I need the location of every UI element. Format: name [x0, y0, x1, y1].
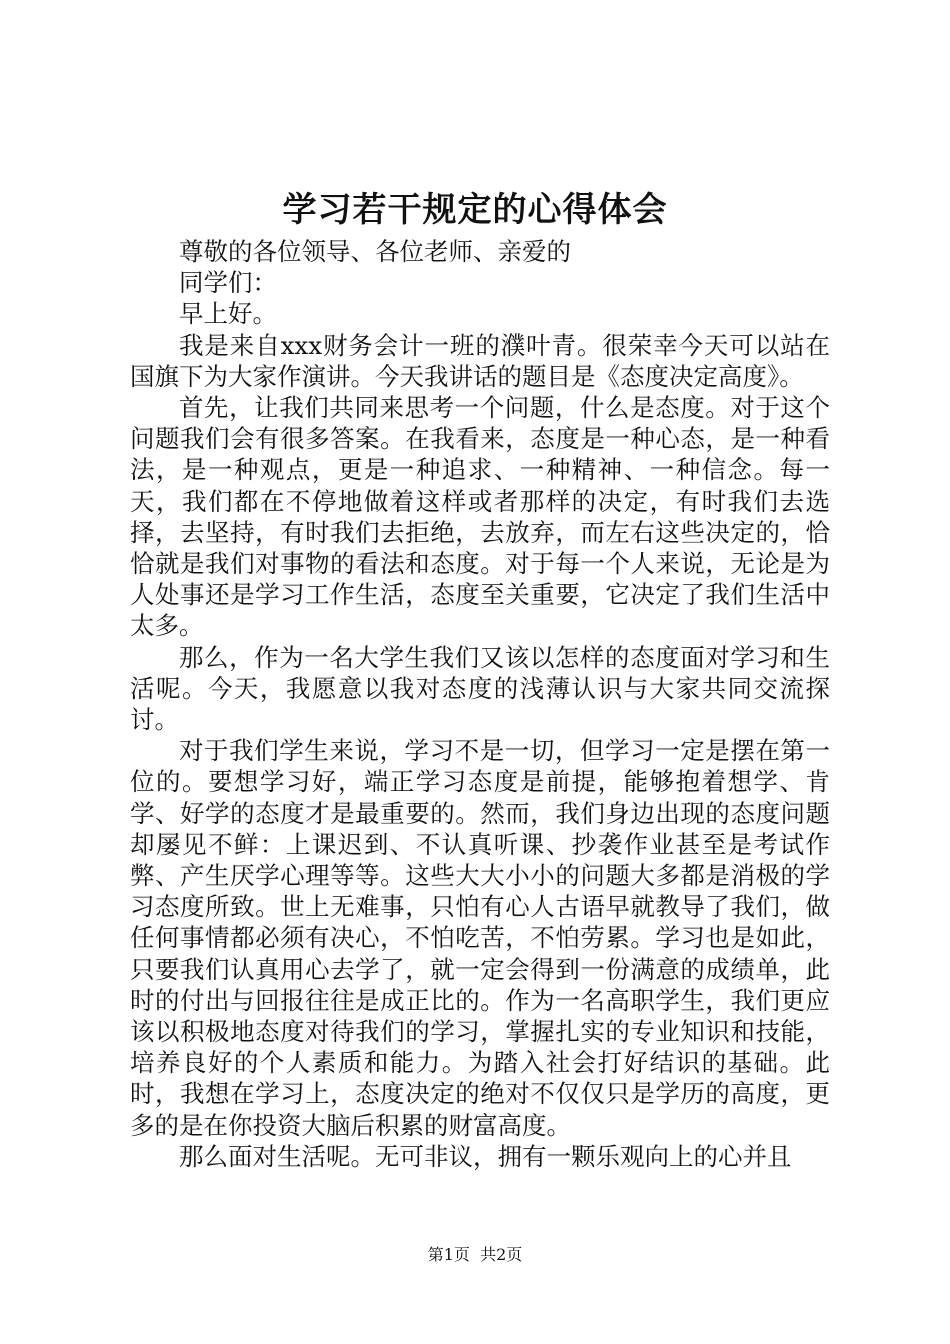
- document-title: 学习若干规定的心得体会: [282, 190, 668, 230]
- salutation-line: 同学们：: [179, 268, 277, 298]
- page-total: 共2页: [480, 1245, 523, 1264]
- body-paragraph: 我是来自xxx财务会计一班的濮叶青。很荣幸今天可以站在国旗下为大家作演讲。今天我讲话的题目是《态度决定高度》。: [130, 330, 830, 391]
- body-paragraph: 那么，作为一名大学生我们又该以怎样的态度面对学习和生活呢。今天，我愿意以我对态度的浅薄认识与大家共同交流探讨。: [130, 642, 830, 735]
- document-body: [130, 236, 830, 1172]
- body-paragraph: 那么面对生活呢。无可非议，拥有一颗乐观向上的心并且: [179, 1141, 792, 1171]
- body-paragraph: 对于我们学生来说，学习不是一切，但学习一定是摆在第一位的。要想学习好，端正学习态度是前提，能够抱着想学、肯学、好学的态度才是最重要的。然而，我们身边出现的态度问题却屡见不鲜：上课迟到、不认真听课、抄袭作业甚至是考试作弊、产生厌学心理等等。这些大大小小的问题大多都是消极的学习态度所致。世上无难事，只怕有心人古语早就教导了我们，做任何事情都必须有决心，不怕吃苦，不怕劳累。学习也是如此，只要我们认真用心去学了，就一定会得到一份满意的成绩单，此时的付出与回报往往是成正比的。作为一名高职学生，我们更应该以积极地态度对待我们的学习，掌握扎实的专业知识和技能，培养良好的个人素质和能力。为踏入社会打好结识的基础。此时，我想在学习上，态度决定的绝对不仅仅只是学历的高度，更多的是在你投资大脑后积累的财富高度。: [130, 736, 830, 1140]
- body-paragraph: 首先，让我们共同来思考一个问题，什么是态度。对于这个问题我们会有很多答案。在我看来，态度是一种心态，是一种看法，是一种观点，更是一种追求、一种精神、一种信念。每一天，我们都在不停地做着这样或者那样的决定，有时我们去选择，去坚持，有时我们去拒绝，去放弃，而左右这些决定的，恰恰就是我们对事物的看法和态度。对于每一个人来说，无论是为人处事还是学习工作生活，态度至关重要，它决定了我们生活中太多。: [130, 393, 830, 641]
- salutation-line: 尊敬的各位领导、各位老师、亲爱的: [179, 237, 571, 266]
- greeting-line: 早上好。: [179, 299, 277, 329]
- page-footer: [0, 1244, 950, 1266]
- page-number: 第1页: [427, 1245, 470, 1264]
